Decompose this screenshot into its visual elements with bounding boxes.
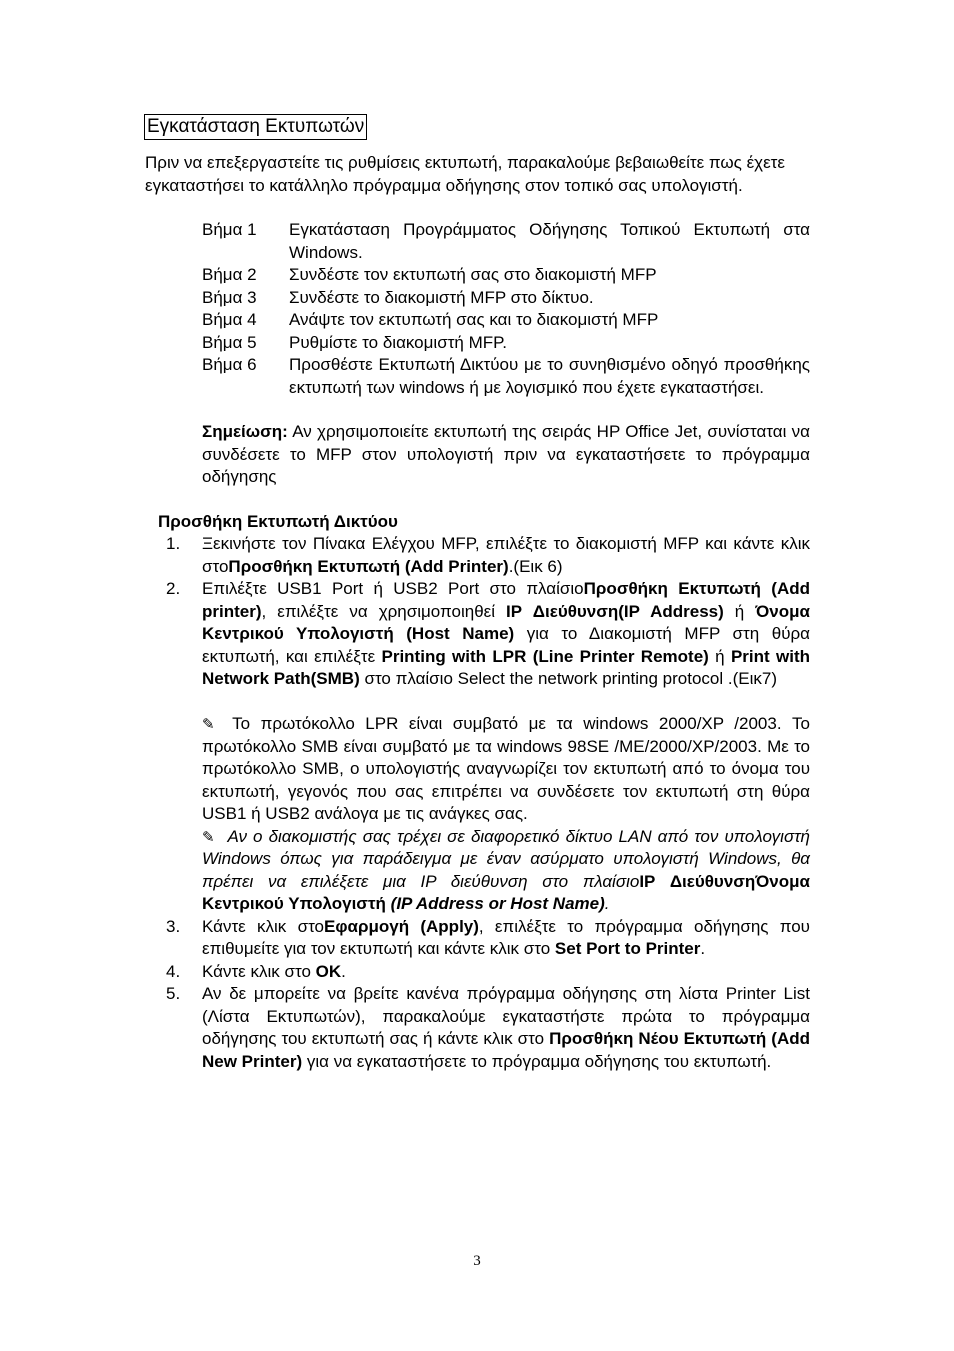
step-text: Συνδέστε τον εκτυπωτή σας στο διακομιστή MFP <box>289 265 657 284</box>
step-1 <box>202 219 810 264</box>
step-label: Βήμα 4 <box>202 310 257 329</box>
text-run: Αν δε μπορείτε να βρείτε κανένα πρόγραμμα οδήγησης στη λίστα Printer List (Λίστα Εκτυπωτών), παρακαλούμε εγκαταστήστε πρώτα το πρόγραμμα οδήγησης του εκτυπωτή σας ή κάντε κλικ στο <box>202 984 810 1048</box>
bold-run: (IP Address or Host Name) <box>390 894 605 913</box>
tip-lpr-smb <box>202 713 810 826</box>
list-item-5 <box>166 983 810 1073</box>
item-text <box>202 916 810 961</box>
steps-list <box>202 219 810 399</box>
text-run: Κάντε κλικ στο <box>202 961 316 981</box>
text-run: Ξεκινήστε τον Πίνακα Ελέγχου MFP, επιλέξτε το διακομιστή MFP και κάντε κλικ στο <box>202 534 810 576</box>
list-item-1 <box>166 533 810 578</box>
text-run: Επιλέξτε USB1 Port ή USB2 Port στο πλαίσιο <box>202 579 584 598</box>
item-number: 5. <box>166 984 181 1003</box>
bold-run: Όνομα Κεντρικού Υπολογιστή (Host Name) <box>202 601 810 643</box>
bold-run: IP ΔιεύθυνσηΌνομα Κεντρικού Υπολογιστή <box>202 871 810 913</box>
step-label: Βήμα 3 <box>202 287 257 307</box>
bold-run: Προσθήκη Εκτυπωτή (Add printer) <box>202 579 810 621</box>
text-run: , επιλέξτε να χρησιμοποιηθεί <box>261 601 507 621</box>
bold-run: Printing with LPR (Line Printer Remote) <box>381 646 709 666</box>
spacer <box>202 691 810 714</box>
page-title: Εγκατάσταση Εκτυπωτών <box>144 114 367 140</box>
bold-run: Προσθήκη Νέου Εκτυπωτή (Add New Printer) <box>202 1029 811 1071</box>
text-run: , επιλέξτε το πρόγραμμα οδήγησης που επιθυμείτε για τον εκτυπωτή και κάντε κλικ στο <box>202 916 810 958</box>
item-number: 2. <box>166 579 181 598</box>
section-heading: Προσθήκη Εκτυπωτή Δικτύου <box>158 512 398 531</box>
step-text: Ρυθμίστε το διακομιστή MFP. <box>289 332 508 352</box>
item-text <box>202 533 810 578</box>
list-item-2 <box>166 578 810 916</box>
text-run: ή <box>708 646 731 666</box>
note-text: Αν χρησιμοποιείτε εκτυπωτή της σειράς HP Office Jet, συνίσταται να συνδέσετε το MFP στον υπολογιστή πριν να εγκαταστήσετε το πρόγραμμα οδήγησης <box>202 422 810 486</box>
tip-lan <box>202 826 810 916</box>
bold-run: IP Διεύθυνση(IP Address) <box>506 601 724 621</box>
note-label: Σημείωση: <box>202 422 288 441</box>
step-label: Βήμα 6 <box>202 355 257 374</box>
numbered-list <box>166 533 810 1073</box>
step-text: Εγκατάσταση Προγράμματος Οδήγησης Τοπικού Εκτυπωτή στα Windows. <box>289 220 810 262</box>
step-4 <box>202 309 810 332</box>
bold-run: Προσθήκη Εκτυπωτή (Add Printer) <box>228 556 509 576</box>
intro-paragraph: Πριν να επεξεργαστείτε τις ρυθμίσεις εκτυπωτή, παρακαλούμε βεβαιωθείτε πως έχετε εγκαταστήσει το κατάλληλο πρόγραμμα οδήγησης στον τοπικό σας υπολογιστή. <box>145 153 785 195</box>
bold-run: OK <box>315 961 342 981</box>
tip-text: Το πρωτόκολλο LPR είναι συμβατό με τα windows 2000/XP /2003. Το πρωτόκολλο SMB είναι συμβατό με τα windows 98SE /ME/2000/XP/2003. Με το πρωτόκολλο SMB, ο υπολογιστής αναγνωρίζει τον εκτυπωτή από το όνομα του εκτυπωτή, γεγονός που σας επιτρέπει να συνδέσετε τον εκτυπωτή στη θύρα USB1 ή USB2 ανάλογα με τις ανάγκες σας. <box>202 714 810 823</box>
item-text <box>202 983 810 1073</box>
page-number: 3 <box>473 1253 481 1269</box>
step-label: Βήμα 2 <box>202 265 257 284</box>
bold-run: Print with Network Path(SMB) <box>202 646 811 688</box>
item-number: 4. <box>166 961 181 981</box>
step-label: Βήμα 1 <box>202 220 257 239</box>
item-number: 3. <box>166 916 181 936</box>
step-3 <box>202 287 810 310</box>
text-run: Αν ο διακομιστής σας τρέχει σε διαφορετικό δίκτυο LAN από τον υπολογιστή Windows όπως για παράδειγμα με έναν ασύρματο υπολογιστή Windows, θα πρέπει να επιλέξετε μια IP διεύθυνση στο πλαίσιο <box>202 826 810 891</box>
bold-run: Εφαρμογή (Apply) <box>324 916 479 936</box>
bold-run: Set Port to Printer <box>554 939 701 958</box>
text-run: .(Εικ 6) <box>508 556 563 576</box>
step-text: Ανάψτε τον εκτυπωτή σας και το διακομιστή MFP <box>289 310 659 329</box>
step-text: Συνδέστε το διακομιστή MFP στο δίκτυο. <box>289 287 594 307</box>
item-text <box>202 961 810 984</box>
note-paragraph <box>202 421 810 489</box>
text-run: . <box>341 961 346 981</box>
step-2 <box>202 264 810 287</box>
pencil-icon: ✎ <box>202 827 215 846</box>
list-item-4 <box>166 961 810 984</box>
step-text: Προσθέστε Εκτυπωτή Δικτύου με το συνηθισμένο οδηγό προσθήκης εκτυπωτή των windows ή με λογισμικό που έχετε εγκαταστήσει. <box>289 355 810 397</box>
text-run: . <box>604 894 610 913</box>
item-text <box>202 578 810 916</box>
pencil-icon: ✎ <box>202 715 215 733</box>
text-run: ή <box>723 601 756 621</box>
text-run: για το Διακομιστή MFP στη θύρα εκτυπωτή, και επιλέξτε <box>202 624 810 666</box>
item-number: 1. <box>166 534 181 553</box>
list-item-3 <box>166 916 810 961</box>
text-run: στο πλαίσιο Select the network printing protocol .(Εικ7) <box>359 669 777 688</box>
item-2-paragraph <box>202 578 810 691</box>
step-6 <box>202 354 810 399</box>
text-run: για να εγκαταστήσετε το πρόγραμμα οδήγησης του εκτυπωτή. <box>302 1051 772 1071</box>
text-run: Κάντε κλικ στο <box>202 916 324 936</box>
step-5 <box>202 332 810 355</box>
text-run: . <box>700 939 706 958</box>
step-label: Βήμα 5 <box>202 332 257 352</box>
